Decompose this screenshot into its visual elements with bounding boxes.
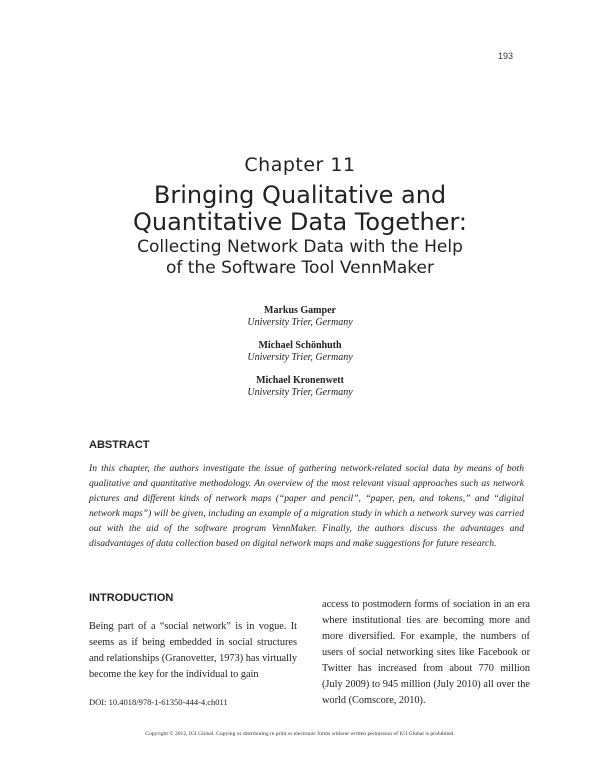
title-line: Bringing Qualitative and	[153, 181, 447, 209]
chapter-title	[0, 182, 600, 236]
doi-line: DOI: 10.4018/978-1-61350-444-4.ch011	[89, 697, 228, 707]
author-name: Michael Schönhuth	[258, 340, 342, 351]
author-name: Michael Kronenwett	[256, 375, 344, 386]
page-number: 193	[497, 51, 513, 61]
author-list	[0, 305, 600, 410]
author-block	[0, 340, 600, 364]
author-name: Markus Gamper	[264, 305, 336, 316]
author-affiliation: University Trier, Germany	[247, 387, 353, 398]
author-affiliation: University Trier, Germany	[247, 352, 353, 363]
introduction-heading: INTRODUCTION	[89, 592, 174, 604]
chapter-label: Chapter 11	[244, 154, 356, 176]
subtitle-line: of the Software Tool VennMaker	[166, 258, 434, 278]
author-block	[0, 305, 600, 329]
abstract-heading: ABSTRACT	[89, 439, 150, 451]
subtitle-line: Collecting Network Data with the Help	[137, 237, 463, 257]
introduction-right-column: access to postmodern forms of sociation in an era where institutional ties are becoming more and more diversified. For example, the numbers of users of social networking sites like Facebook or Twitter has increased from about 770 million (July 2009) to 945 million (July 2010) all over the world (Comscore, 2010).	[322, 599, 530, 706]
chapter-subtitle	[0, 237, 600, 279]
title-line: Quantitative Data Together:	[132, 208, 467, 236]
author-block	[0, 375, 600, 399]
author-affiliation: University Trier, Germany	[247, 317, 353, 328]
abstract-text: In this chapter, the authors investigate the issue of gathering network-related social data by means of both qualitative and quantitative methodology. An overview of the most relevant visual approaches such as network pictures and different kinds of network maps (“paper and pencil”, “paper, pen, and tokens,” and “digital network maps”) will be given, including an example of a migration study in which a network survey was carried out with the aid of the software program VennMaker. Finally, the authors discuss the advantages and disadvantages of data collection based on digital network maps and make suggestions for future research.	[89, 463, 524, 549]
copyright-notice: Copyright © 2012, IGI Global. Copying or distributing in print or electronic forms without written permission of IGI Global is prohibited.	[145, 731, 455, 737]
introduction-left-column: Being part of a “social network” is in vogue. It seems as if being embedded in social structures and relationships (Granovetter, 1973) has virtually become the key for the individual to gain	[89, 621, 297, 680]
